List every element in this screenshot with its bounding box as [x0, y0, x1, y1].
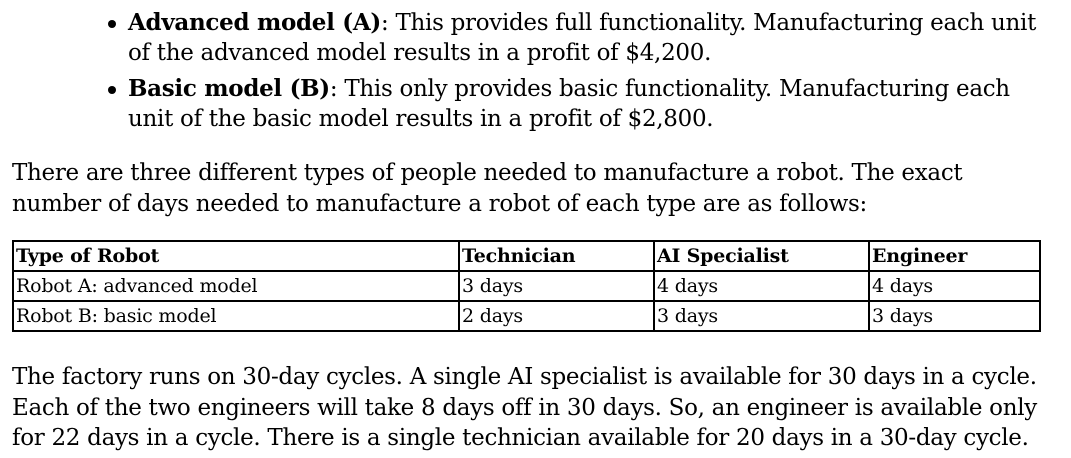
- cell-engineer-days: 3 days: [869, 301, 1040, 331]
- intro-paragraph: There are three different types of people needed to manufacture a robot. The exact number of days needed to manufacture a robot of each type are as follows:: [12, 160, 963, 217]
- cell-engineer-days: 4 days: [869, 271, 1040, 301]
- header-ai-specialist: AI Specialist: [654, 241, 869, 271]
- bullet-advanced-model: [108, 8, 1048, 68]
- outro-paragraph: The factory runs on 30-day cycles. A single AI specialist is available for 30 days in a cycle. Each of the two engineers will take 8 days off in 30 days. So, an engineer is available only for 22 days in a cycle. There is a single technician available for 20 days in a 30-day cycle.: [12, 364, 1037, 451]
- bullet-basic-model: [108, 74, 1048, 134]
- header-type-of-robot: Type of Robot: [13, 241, 459, 271]
- cell-technician-days: 2 days: [459, 301, 654, 331]
- cell-robot-type: Robot B: basic model: [13, 301, 459, 331]
- bullet-text: : This provides full functionality. Manufacturing each unit of the advanced model results in a profit of $4,200.: [128, 10, 1037, 66]
- header-engineer: Engineer: [869, 241, 1040, 271]
- header-technician: Technician: [459, 241, 654, 271]
- bullet-term: Basic model (B): [128, 75, 330, 102]
- bullet-icon: [108, 20, 116, 28]
- cell-ai-specialist-days: 3 days: [654, 301, 869, 331]
- table-row: [13, 271, 1040, 301]
- table-header-row: [13, 241, 1040, 271]
- robot-days-table: [12, 240, 1041, 332]
- bullet-icon: [108, 86, 116, 94]
- table-row: [13, 301, 1040, 331]
- cell-technician-days: 3 days: [459, 271, 654, 301]
- bullet-text: : This only provides basic functionality. Manufacturing each unit of the basic model results in a profit of $2,800.: [128, 76, 1010, 132]
- bullet-term: Advanced model (A): [128, 9, 381, 36]
- cell-robot-type: Robot A: advanced model: [13, 271, 459, 301]
- cell-ai-specialist-days: 4 days: [654, 271, 869, 301]
- robot-model-list: [108, 8, 1048, 140]
